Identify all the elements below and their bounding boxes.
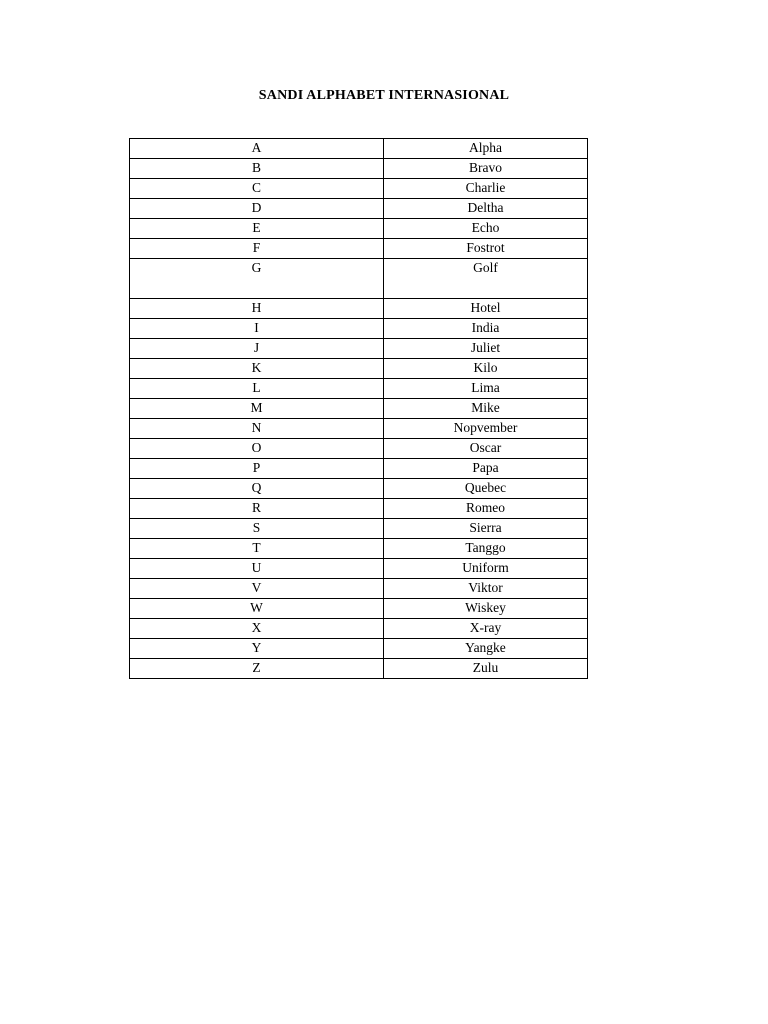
letter-cell: O bbox=[130, 439, 384, 459]
code-word-cell: Juliet bbox=[384, 339, 588, 359]
letter-cell: J bbox=[130, 339, 384, 359]
document-title: SANDI ALPHABET INTERNASIONAL bbox=[258, 88, 510, 103]
letter-cell: B bbox=[130, 159, 384, 179]
table-row bbox=[130, 639, 588, 659]
letter-cell: S bbox=[130, 519, 384, 539]
code-word-cell: Hotel bbox=[384, 299, 588, 319]
letter-cell: I bbox=[130, 319, 384, 339]
letter-cell: Q bbox=[130, 479, 384, 499]
letter-cell: V bbox=[130, 579, 384, 599]
letter-cell: D bbox=[130, 199, 384, 219]
table-row bbox=[130, 619, 588, 639]
table-row bbox=[130, 319, 588, 339]
code-word-cell: India bbox=[384, 319, 588, 339]
letter-cell: H bbox=[130, 299, 384, 319]
alphabet-table bbox=[129, 138, 588, 679]
code-word-cell: Wiskey bbox=[384, 599, 588, 619]
letter-cell: N bbox=[130, 419, 384, 439]
code-word-cell: Sierra bbox=[384, 519, 588, 539]
code-word-cell: Golf bbox=[384, 259, 588, 299]
table-row bbox=[130, 199, 588, 219]
table-row bbox=[130, 299, 588, 319]
table-row bbox=[130, 339, 588, 359]
code-word-cell: Echo bbox=[384, 219, 588, 239]
letter-cell: G bbox=[130, 259, 384, 299]
code-word-cell: Yangke bbox=[384, 639, 588, 659]
code-word-cell: Zulu bbox=[384, 659, 588, 679]
code-word-cell: Fostrot bbox=[384, 239, 588, 259]
table-row bbox=[130, 139, 588, 159]
code-word-cell: Kilo bbox=[384, 359, 588, 379]
table-row bbox=[130, 259, 588, 299]
table-row bbox=[130, 379, 588, 399]
code-word-cell: Nopvember bbox=[384, 419, 588, 439]
letter-cell: P bbox=[130, 459, 384, 479]
table-row bbox=[130, 439, 588, 459]
table-row bbox=[130, 219, 588, 239]
table-row bbox=[130, 599, 588, 619]
letter-cell: M bbox=[130, 399, 384, 419]
table-row bbox=[130, 499, 588, 519]
code-word-cell: Uniform bbox=[384, 559, 588, 579]
table-row bbox=[130, 399, 588, 419]
table-row bbox=[130, 519, 588, 539]
letter-cell: L bbox=[130, 379, 384, 399]
letter-cell: T bbox=[130, 539, 384, 559]
table-row bbox=[130, 419, 588, 439]
table-row bbox=[130, 159, 588, 179]
code-word-cell: Charlie bbox=[384, 179, 588, 199]
letter-cell: W bbox=[130, 599, 384, 619]
code-word-cell: Papa bbox=[384, 459, 588, 479]
table-row bbox=[130, 659, 588, 679]
table-row bbox=[130, 359, 588, 379]
letter-cell: K bbox=[130, 359, 384, 379]
letter-cell: C bbox=[130, 179, 384, 199]
code-word-cell: Oscar bbox=[384, 439, 588, 459]
table-row bbox=[130, 559, 588, 579]
code-word-cell: Mike bbox=[384, 399, 588, 419]
code-word-cell: Deltha bbox=[384, 199, 588, 219]
letter-cell: Z bbox=[130, 659, 384, 679]
code-word-cell: Tanggo bbox=[384, 539, 588, 559]
letter-cell: R bbox=[130, 499, 384, 519]
code-word-cell: X-ray bbox=[384, 619, 588, 639]
letter-cell: E bbox=[130, 219, 384, 239]
table-row bbox=[130, 179, 588, 199]
table-row bbox=[130, 479, 588, 499]
code-word-cell: Quebec bbox=[384, 479, 588, 499]
table-row bbox=[130, 239, 588, 259]
letter-cell: U bbox=[130, 559, 384, 579]
letter-cell: X bbox=[130, 619, 384, 639]
code-word-cell: Viktor bbox=[384, 579, 588, 599]
code-word-cell: Lima bbox=[384, 379, 588, 399]
code-word-cell: Alpha bbox=[384, 139, 588, 159]
letter-cell: Y bbox=[130, 639, 384, 659]
letter-cell: A bbox=[130, 139, 384, 159]
table-row bbox=[130, 459, 588, 479]
code-word-cell: Bravo bbox=[384, 159, 588, 179]
letter-cell: F bbox=[130, 239, 384, 259]
table-row bbox=[130, 539, 588, 559]
alphabet-table-body bbox=[130, 139, 588, 679]
table-row bbox=[130, 579, 588, 599]
code-word-cell: Romeo bbox=[384, 499, 588, 519]
